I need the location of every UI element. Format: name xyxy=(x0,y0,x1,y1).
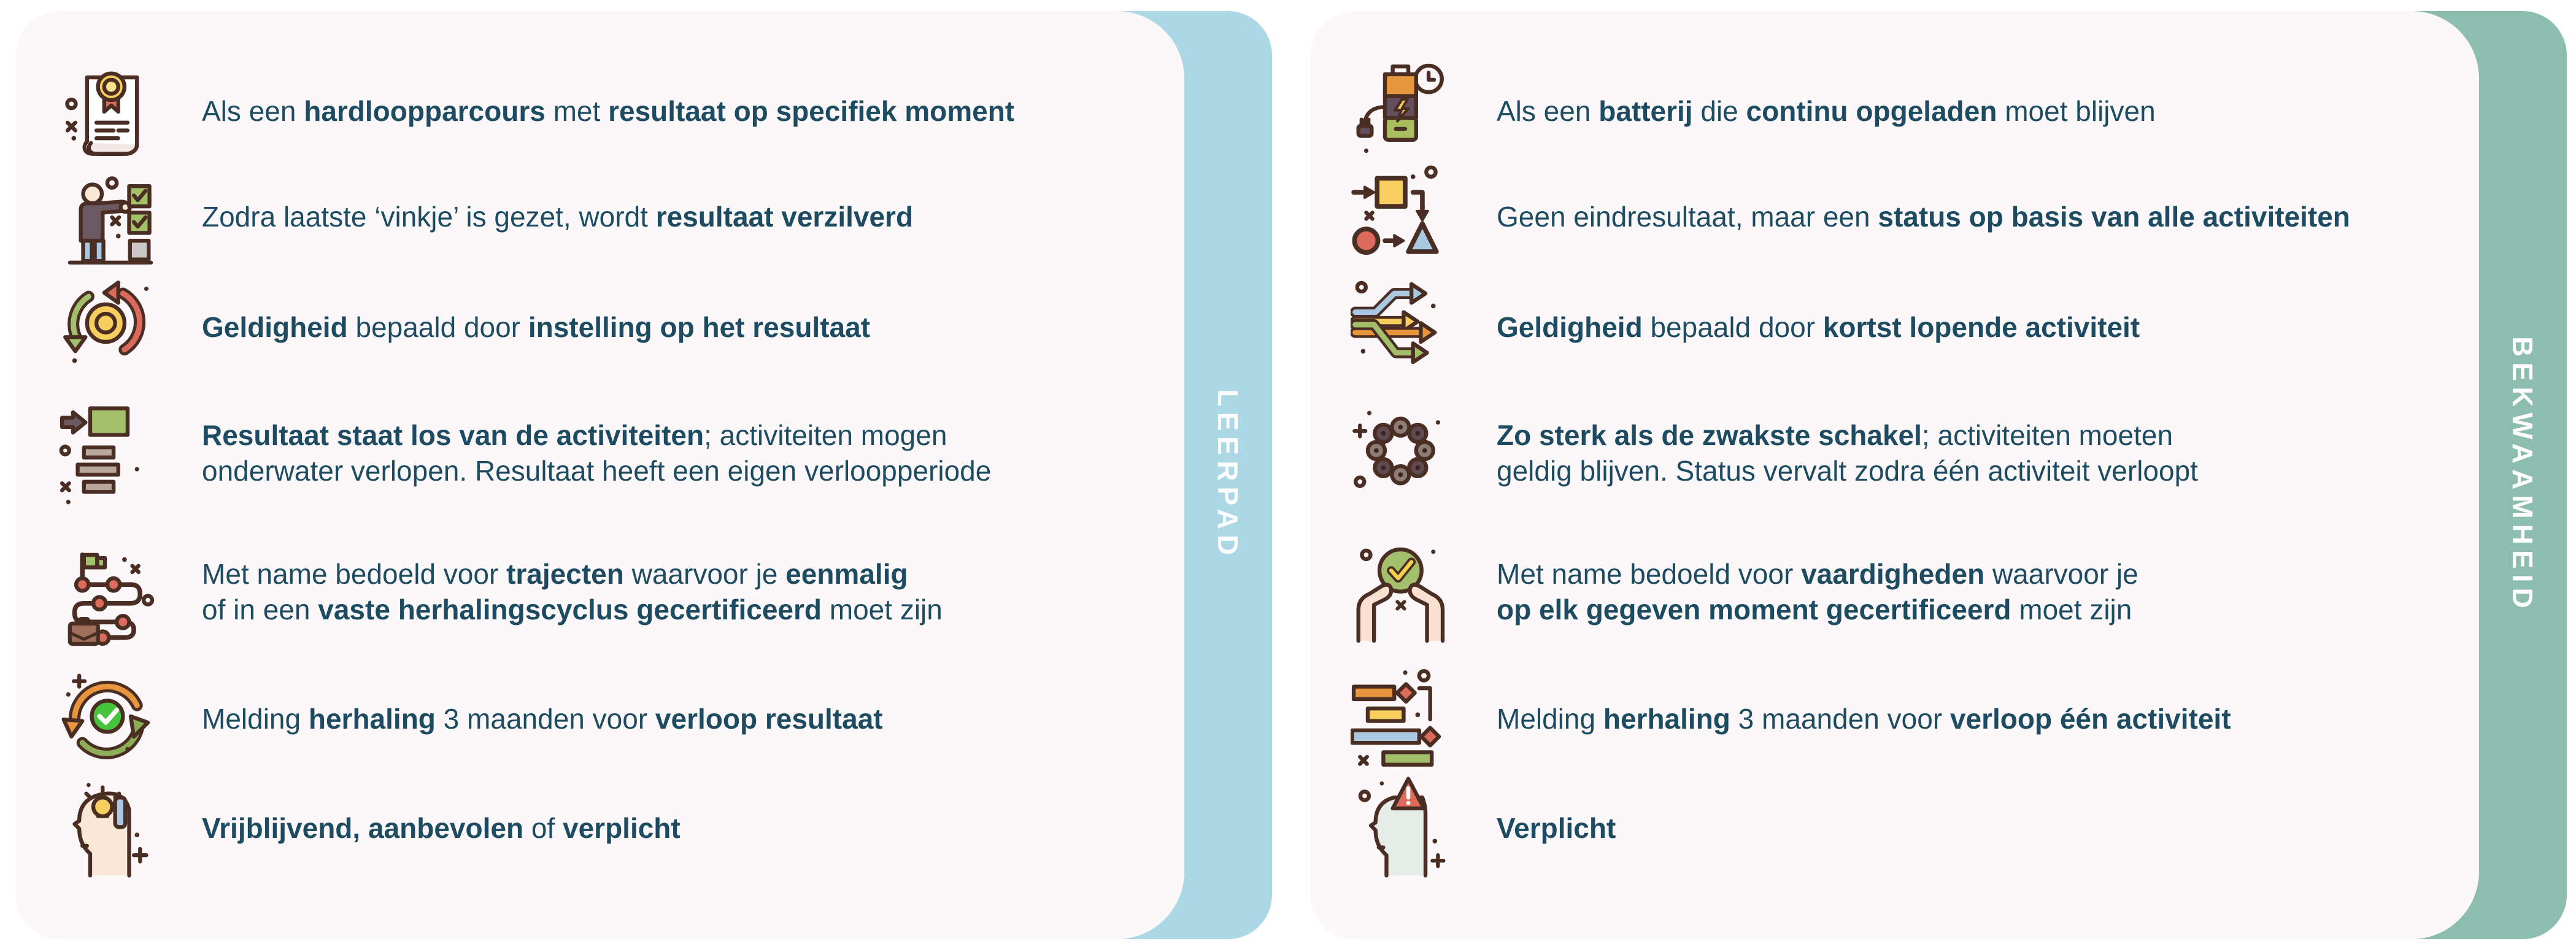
item-text: Melding herhaling 3 maanden voor verloop één activiteit xyxy=(1497,703,2231,735)
route-milestones-icon xyxy=(41,522,180,663)
item-text: Zodra laatste ‘vinkje’ is gezet, wordt resultaat verzilverd xyxy=(202,201,914,233)
list-item xyxy=(41,522,1160,663)
panel-bekwaamheid xyxy=(1310,11,2567,939)
bekwaamheid-tab-label: BEKWAAMHEID xyxy=(2507,336,2539,614)
item-text: Als een hardloopparcours met resultaat op specifiek moment xyxy=(202,95,1015,128)
head-alert-icon xyxy=(1336,776,1475,881)
leerpad-card xyxy=(15,11,1184,939)
chain-links-icon xyxy=(1336,385,1475,522)
item-text: Verplicht xyxy=(1497,812,1616,845)
list-item xyxy=(41,663,1160,776)
merging-arrows-icon xyxy=(1336,270,1475,385)
battery-icon xyxy=(1336,59,1475,165)
list-item xyxy=(1336,270,2455,385)
list-item xyxy=(41,165,1160,270)
item-text: Resultaat staat los van de activiteiten; activiteiten mogen onderwater verlopen. Resultaat heeft een eigen verloopperiode xyxy=(202,419,992,487)
certificate-icon xyxy=(41,59,180,165)
item-text: Als een batterij die continu opgeladen moet blijven xyxy=(1497,95,2156,128)
item-text: Melding herhaling 3 maanden voor verloop resultaat xyxy=(202,703,883,735)
item-text: Geen eindresultaat, maar een status op basis van alle activiteiten xyxy=(1497,201,2350,233)
bekwaamheid-card xyxy=(1310,11,2479,939)
hands-check-icon xyxy=(1336,522,1475,663)
result-separate-icon xyxy=(41,385,180,522)
leerpad-tab-label: LEERPAD xyxy=(1212,389,1244,561)
item-text: Zo sterk als de zwakste schakel; activiteiten moeten geldig blijven. Status vervalt zodra één activiteit verloopt xyxy=(1497,419,2198,487)
list-item xyxy=(1336,385,2455,522)
list-item xyxy=(1336,165,2455,270)
list-item xyxy=(41,385,1160,522)
panel-leerpad xyxy=(15,11,1272,939)
flowchart-icon xyxy=(1336,165,1475,270)
item-text: Met name bedoeld voor trajecten waarvoor je eenmalig of in een vaste herhalingscyclus gecertificeerd moet zijn xyxy=(202,558,943,626)
item-text: Vrijblijvend, aanbevolen of verplicht xyxy=(202,812,681,845)
list-item xyxy=(1336,522,2455,663)
person-checklist-icon xyxy=(41,165,180,270)
validity-cycle-icon xyxy=(41,270,180,385)
item-text: Geldigheid bepaald door kortst lopende activiteit xyxy=(1497,311,2140,344)
leerpad-item-list xyxy=(15,11,1184,939)
bekwaamheid-item-list xyxy=(1310,11,2479,939)
gantt-bars-icon xyxy=(1336,663,1475,776)
item-text: Geldigheid bepaald door instelling op het resultaat xyxy=(202,311,871,344)
list-item xyxy=(1336,776,2455,881)
list-item xyxy=(1336,663,2455,776)
head-idea-icon xyxy=(41,776,180,881)
reminder-cycle-icon xyxy=(41,663,180,776)
item-text: Met name bedoeld voor vaardigheden waarvoor je op elk gegeven moment gecertificeerd moet zijn xyxy=(1497,558,2138,626)
list-item xyxy=(41,776,1160,881)
list-item xyxy=(41,270,1160,385)
list-item xyxy=(41,59,1160,165)
list-item xyxy=(1336,59,2455,165)
